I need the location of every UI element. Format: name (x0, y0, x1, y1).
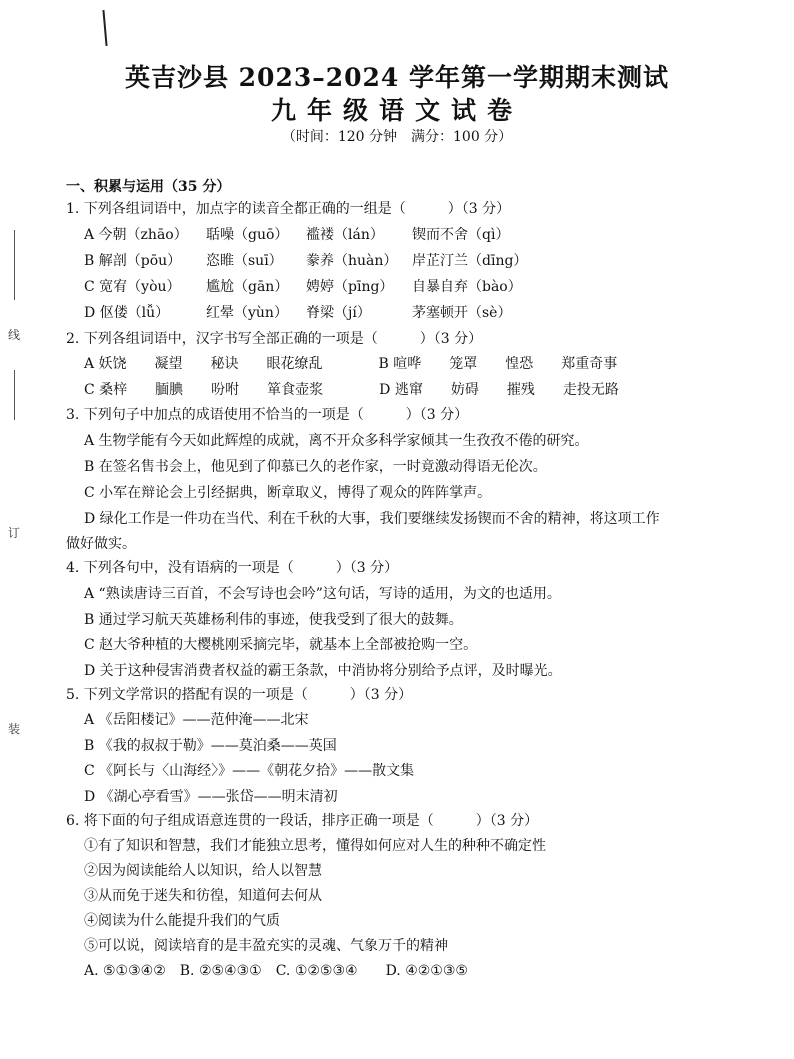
question-4-option-d: D 关于这种侵害消费者权益的霸王条款，中消协将分别给予点评，及时曝光。 (84, 663, 562, 679)
option-word: 锲而不舍（qì） (412, 227, 510, 243)
option-word: 自暴自弃（bào） (412, 279, 522, 295)
question-4-stem: 4. 下列各句中，没有语病的一项是（ ）（3 分） (66, 560, 399, 576)
question-2-options-ab: A 妖饶 凝望 秘诀 眼花缭乱 B 喧哗 笼罩 惶恐 郑重奇事 (84, 356, 618, 372)
option-word: 娉婷（pīng） (306, 279, 394, 295)
question-6-stem: 6. 将下面的句子组成语意连贯的一段话，排序正确一项是（ ）（3 分） (66, 813, 539, 829)
option-word: 脊梁（jí） (306, 305, 371, 321)
question-6-sentence-1: ①有了知识和智慧，我们才能独立思考，懂得如何应对人生的种种不确定性 (84, 838, 546, 854)
option-word: 褴褛（lán） (306, 227, 384, 243)
option-word: 尴尬（gān） (206, 279, 289, 295)
question-1-stem: 1. 下列各组词语中，加点字的读音全都正确的一组是（ ）（3 分） (66, 201, 511, 217)
question-5-stem: 5. 下列文学常识的搭配有误的一项是（ ）（3 分） (66, 687, 413, 703)
question-4-option-c: C 赵大爷种植的大樱桃刚采摘完毕，就基本上全部被抢购一空。 (84, 637, 478, 653)
question-4-option-a: A “熟读唐诗三百首，不会写诗也会吟”这句话，写诗的适用，为文的也适用。 (84, 586, 561, 602)
question-6-sentence-2: ②因为阅读能给人以知识，给人以智慧 (84, 863, 322, 879)
binding-line-1 (14, 230, 15, 300)
question-5-option-a: A 《岳阳楼记》——范仲淹——北宋 (84, 712, 309, 728)
gutter-mark-ding: 订 (8, 526, 21, 540)
option-word: A 今朝（zhāo） (84, 227, 188, 243)
question-5-option-b: B 《我的叔叔于勒》——莫泊桑——英国 (84, 738, 337, 754)
question-5-option-d: D 《湖心亭看雪》——张岱——明末清初 (84, 789, 338, 805)
exam-title: 英吉沙县 2023–2024 学年第一学期期末测试 (124, 63, 670, 92)
question-6-sentence-4: ④阅读为什么能提升我们的气质 (84, 913, 280, 929)
exam-subtitle: 九年级语文试卷 (270, 96, 523, 125)
question-2-stem: 2. 下列各组词语中，汉字书写全部正确的一项是（ ）（3 分） (66, 331, 483, 347)
option-word: B 解剖（pōu） (84, 253, 182, 269)
question-5-option-c: C 《阿长与〈山海经〉》——《朝花夕拾》——散文集 (84, 763, 415, 779)
question-3-option-c: C 小军在辩论会上引经据典，断章取义，博得了观众的阵阵掌声。 (84, 485, 492, 501)
section-heading: 一、积累与运用（35 分） (66, 179, 231, 195)
gutter-mark-zhuang: 装 (8, 722, 21, 736)
option-word: 茅塞顿开（sè） (412, 305, 512, 321)
pencil-mark (102, 10, 107, 46)
binding-line-2 (14, 370, 15, 420)
option-word: 豢养（huàn） (306, 253, 398, 269)
option-word: D 伛偻（lǚ） (84, 305, 170, 321)
exam-time-score: （时间：120 分钟 满分：100 分） (281, 129, 513, 145)
gutter-mark-line: 线 (8, 328, 21, 342)
option-word: C 宽宥（yòu） (84, 279, 181, 295)
question-6-sentence-3: ③从而免于迷失和彷徨，知道何去何从 (84, 888, 322, 904)
question-6-sentence-5: ⑤可以说，阅读培育的是丰盈充实的灵魂、气象万千的精神 (84, 938, 448, 954)
question-6-options: A. ⑤①③④② B. ②⑤④③① C. ①②⑤③④ D. ④②①③⑤ (84, 963, 468, 979)
option-word: 红晕（yùn） (206, 305, 288, 321)
question-3-stem: 3. 下列句子中加点的成语使用不恰当的一项是（ ）（3 分） (66, 407, 469, 423)
question-3-option-d-cont: 做好做实。 (66, 536, 136, 552)
option-word: 聒噪（guō） (206, 227, 289, 243)
question-2-options-cd: C 桑梓 腼腆 吩咐 箪食壶浆 D 逃窜 妨碍 摧残 走投无路 (84, 382, 619, 398)
option-word: 恣睢（suī） (206, 253, 283, 269)
question-4-option-b: B 通过学习航天英雄杨利伟的事迹，使我受到了很大的鼓舞。 (84, 612, 463, 628)
question-3-option-b: B 在签名售书会上，他见到了仰慕已久的老作家，一时竟激动得语无伦次。 (84, 459, 547, 475)
option-word: 岸芷汀兰（dīng） (412, 253, 528, 269)
question-3-option-d: D 绿化工作是一件功在当代、利在千秋的大事，我们要继续发扬锲而不舍的精神，将这项工作 (84, 511, 660, 527)
question-3-option-a: A 生物学能有今天如此辉煌的成就，离不开众多科学家倾其一生孜孜不倦的研究。 (84, 433, 589, 449)
